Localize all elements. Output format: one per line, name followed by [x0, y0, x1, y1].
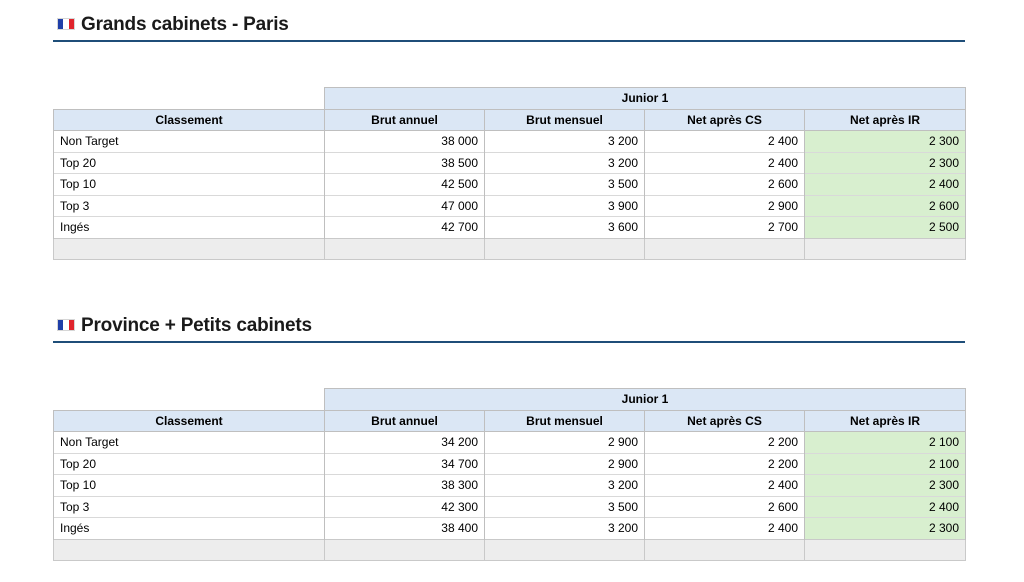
- brut-mensuel-cell: 3 500: [485, 174, 645, 196]
- column-header-classement: Classement: [54, 410, 325, 432]
- row-label: Top 10: [54, 475, 325, 497]
- net-apres-cs-cell: 2 600: [645, 496, 805, 518]
- section-header: [53, 311, 965, 343]
- brut-annuel-cell: 38 000: [325, 131, 485, 153]
- net-apres-cs-cell: 2 400: [645, 131, 805, 153]
- net-apres-cs-cell: 2 600: [645, 174, 805, 196]
- net-apres-ir-cell: 2 300: [805, 518, 966, 540]
- row-label: Top 3: [54, 496, 325, 518]
- column-header-net-apres-ir: Net après IR: [805, 410, 966, 432]
- brut-mensuel-cell: 3 500: [485, 496, 645, 518]
- row-label: Top 20: [54, 453, 325, 475]
- empty-cell: [485, 238, 645, 260]
- group-header-row: [54, 389, 966, 411]
- net-apres-ir-cell: 2 300: [805, 131, 966, 153]
- column-header-brut-annuel: Brut annuel: [325, 410, 485, 432]
- net-apres-ir-cell: 2 300: [805, 152, 966, 174]
- net-apres-ir-cell: 2 300: [805, 475, 966, 497]
- brut-annuel-cell: 47 000: [325, 195, 485, 217]
- net-apres-ir-cell: 2 500: [805, 217, 966, 239]
- row-label: Ingés: [54, 518, 325, 540]
- salary-table: [53, 388, 966, 561]
- empty-cell: [645, 539, 805, 561]
- table-row: [54, 195, 966, 217]
- row-label: Ingés: [54, 217, 325, 239]
- net-apres-cs-cell: 2 400: [645, 475, 805, 497]
- brut-mensuel-cell: 2 900: [485, 432, 645, 454]
- column-header-brut-annuel: Brut annuel: [325, 109, 485, 131]
- brut-mensuel-cell: 3 600: [485, 217, 645, 239]
- net-apres-cs-cell: 2 200: [645, 432, 805, 454]
- empty-cell: [805, 238, 966, 260]
- column-header-brut-mensuel: Brut mensuel: [485, 410, 645, 432]
- empty-row: [54, 539, 966, 561]
- brut-annuel-cell: 34 200: [325, 432, 485, 454]
- net-apres-cs-cell: 2 700: [645, 217, 805, 239]
- net-apres-ir-cell: 2 400: [805, 174, 966, 196]
- column-header-classement: Classement: [54, 109, 325, 131]
- column-header-net-apres-cs: Net après CS: [645, 109, 805, 131]
- section-header: [53, 10, 965, 42]
- net-apres-ir-cell: 2 600: [805, 195, 966, 217]
- empty-cell: [325, 238, 485, 260]
- row-label: Top 20: [54, 152, 325, 174]
- brut-mensuel-cell: 3 900: [485, 195, 645, 217]
- empty-cell: [485, 539, 645, 561]
- net-apres-ir-cell: 2 400: [805, 496, 966, 518]
- brut-annuel-cell: 34 700: [325, 453, 485, 475]
- column-header-row: [54, 410, 966, 432]
- net-apres-ir-cell: 2 100: [805, 453, 966, 475]
- brut-mensuel-cell: 3 200: [485, 152, 645, 174]
- table-row: [54, 174, 966, 196]
- column-header-net-apres-ir: Net après IR: [805, 109, 966, 131]
- empty-cell: [325, 539, 485, 561]
- column-header-row: [54, 109, 966, 131]
- column-header-net-apres-cs: Net après CS: [645, 410, 805, 432]
- brut-mensuel-cell: 2 900: [485, 453, 645, 475]
- brut-mensuel-cell: 3 200: [485, 518, 645, 540]
- net-apres-cs-cell: 2 400: [645, 152, 805, 174]
- brut-annuel-cell: 38 500: [325, 152, 485, 174]
- row-label: Top 3: [54, 195, 325, 217]
- french-flag-icon: [57, 18, 75, 30]
- table-row: [54, 217, 966, 239]
- net-apres-ir-cell: 2 100: [805, 432, 966, 454]
- table-row: [54, 152, 966, 174]
- blank-corner-cell: [54, 88, 325, 110]
- section-title: Province + Petits cabinets: [81, 315, 312, 336]
- group-header-row: [54, 88, 966, 110]
- table-row: [54, 496, 966, 518]
- brut-mensuel-cell: 3 200: [485, 475, 645, 497]
- group-header-junior: Junior 1: [325, 88, 966, 110]
- empty-cell: [645, 238, 805, 260]
- brut-annuel-cell: 38 400: [325, 518, 485, 540]
- net-apres-cs-cell: 2 400: [645, 518, 805, 540]
- section-province-petits-cabinets: [53, 311, 965, 536]
- section-grands-cabinets-paris: [53, 10, 965, 235]
- net-apres-cs-cell: 2 900: [645, 195, 805, 217]
- column-header-brut-mensuel: Brut mensuel: [485, 109, 645, 131]
- table-row: [54, 432, 966, 454]
- row-label: Top 10: [54, 174, 325, 196]
- group-header-junior: Junior 1: [325, 389, 966, 411]
- net-apres-cs-cell: 2 200: [645, 453, 805, 475]
- empty-cell: [805, 539, 966, 561]
- blank-corner-cell: [54, 389, 325, 411]
- brut-annuel-cell: 42 700: [325, 217, 485, 239]
- empty-cell: [54, 238, 325, 260]
- brut-mensuel-cell: 3 200: [485, 131, 645, 153]
- table-row: [54, 475, 966, 497]
- row-label: Non Target: [54, 131, 325, 153]
- brut-annuel-cell: 38 300: [325, 475, 485, 497]
- empty-cell: [54, 539, 325, 561]
- row-label: Non Target: [54, 432, 325, 454]
- french-flag-icon: [57, 319, 75, 331]
- salary-table: [53, 87, 966, 260]
- section-title: Grands cabinets - Paris: [81, 14, 289, 35]
- table-row: [54, 453, 966, 475]
- empty-row: [54, 238, 966, 260]
- table-row: [54, 131, 966, 153]
- brut-annuel-cell: 42 500: [325, 174, 485, 196]
- table-row: [54, 518, 966, 540]
- brut-annuel-cell: 42 300: [325, 496, 485, 518]
